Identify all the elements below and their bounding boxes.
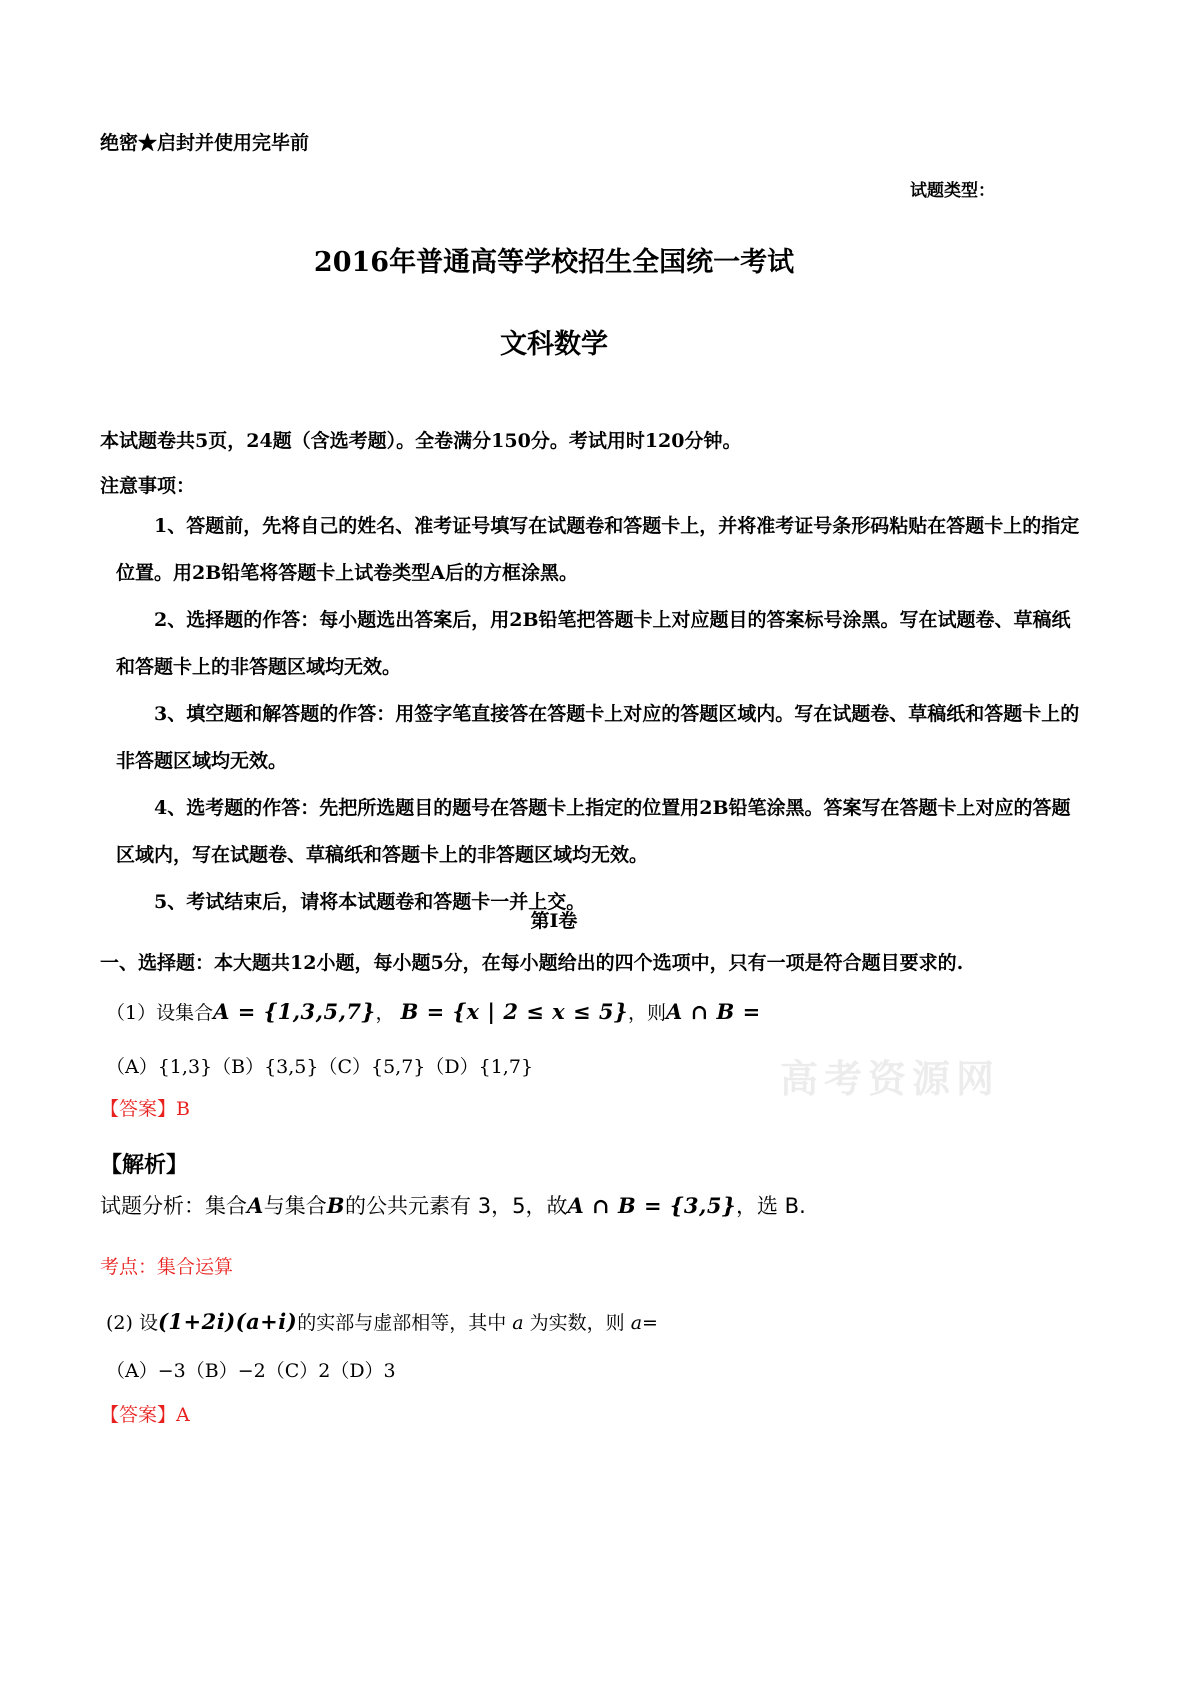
volume-heading: 第Ⅰ卷 — [530, 910, 578, 932]
question-2-prefix: (2) 设 — [106, 1312, 158, 1334]
paper-type-label: 试题类型： — [910, 181, 995, 201]
analysis-mid1: 与集合 — [263, 1194, 327, 1218]
question-2-text: 的实部与虚部相等，其中 — [297, 1312, 507, 1334]
set-a-expression: A = {1,3,5,7} — [213, 999, 376, 1024]
intersection-expression: A ∩ B = — [666, 999, 761, 1024]
question-1 — [106, 998, 761, 1025]
set-b-expression: B = {x | 2 ≤ x ≤ 5} — [400, 999, 628, 1024]
answer-label: 【答案】 — [100, 1098, 177, 1120]
analysis-mid2: 的公共元素有 3，5，故 — [345, 1194, 568, 1218]
question-1-options: （A）{1,3}（B）{3,5}（C）{5,7}（D）{1,7} — [106, 1056, 534, 1078]
complex-expression: (1+2i)(a+i) — [157, 1309, 298, 1334]
question-2 — [106, 1308, 658, 1335]
question-1-prefix: （1）设集合 — [106, 1002, 214, 1024]
confidential-mark: 绝密★启封并使用完毕前 — [100, 132, 310, 154]
separator: ， — [375, 1002, 395, 1024]
question-2-end: a= — [630, 1312, 658, 1334]
question-1-answer — [100, 1094, 190, 1121]
notice-item: 2、选择题的作答：每小题选出答案后，用2B铅笔把答题卡上对应题目的答案标号涂黑。写在试题卷、草稿纸和答题卡上的非答题区域均无效。 — [116, 609, 1071, 678]
question-2-answer — [100, 1400, 190, 1427]
analysis-suffix: ，选 B. — [735, 1194, 806, 1218]
notice-item: 4、选考题的作答：先把所选题目的题号在答题卡上指定的位置用2B铅笔涂黑。答案写在答题卡上对应的答题区域内，写在试题卷、草稿纸和答题卡上的非答题区域均无效。 — [116, 797, 1071, 866]
exam-title: 2016年普通高等学校招生全国统一考试 — [313, 247, 795, 278]
topic-label: 考点：集合运算 — [100, 1256, 234, 1278]
answer-value: B — [176, 1098, 190, 1120]
notice-list — [116, 503, 1086, 926]
subject-title: 文科数学 — [500, 329, 608, 360]
variable-a: a — [512, 1312, 524, 1334]
question-2-options: （A）−3（B）−2（C）2（D）3 — [106, 1360, 396, 1382]
analysis-expression: A ∩ B = {3,5} — [567, 1193, 736, 1218]
analysis-prefix: 试题分析：集合 — [100, 1194, 247, 1218]
watermark: 高考资源网 — [780, 1056, 1001, 1101]
notice-item: 1、答题前，先将自己的姓名、准考证号填写在试题卷和答题卡上，并将准考证号条形码粘贴在答题卡上的指定位置。用2B铅笔将答题卡上试卷类型A后的方框涂黑。 — [116, 515, 1080, 584]
analysis-set-b: B — [326, 1193, 346, 1218]
notice-item: 5、考试结束后，请将本试题卷和答题卡一并上交。 — [154, 891, 586, 913]
exam-summary: 本试题卷共5页，24题（含选考题）。全卷满分150分。考试用时120分钟。 — [100, 430, 742, 452]
analysis-set-a: A — [247, 1193, 264, 1218]
then-text: ，则 — [628, 1002, 667, 1024]
answer-value: A — [176, 1404, 190, 1426]
answer-label: 【答案】 — [100, 1404, 177, 1426]
part-heading: 一、选择题：本大题共12小题，每小题5分，在每小题给出的四个选项中，只有一项是符合题目要求的. — [100, 952, 964, 974]
analysis-label: 【解析】 — [100, 1153, 189, 1178]
question-2-text2: 为实数，则 — [529, 1312, 625, 1334]
notice-item: 3、填空题和解答题的作答：用签字笔直接答在答题卡上对应的答题区域内。写在试题卷、草稿纸和答题卡上的非答题区域均无效。 — [116, 703, 1080, 772]
analysis-text — [100, 1190, 806, 1220]
notice-heading: 注意事项： — [100, 475, 196, 497]
